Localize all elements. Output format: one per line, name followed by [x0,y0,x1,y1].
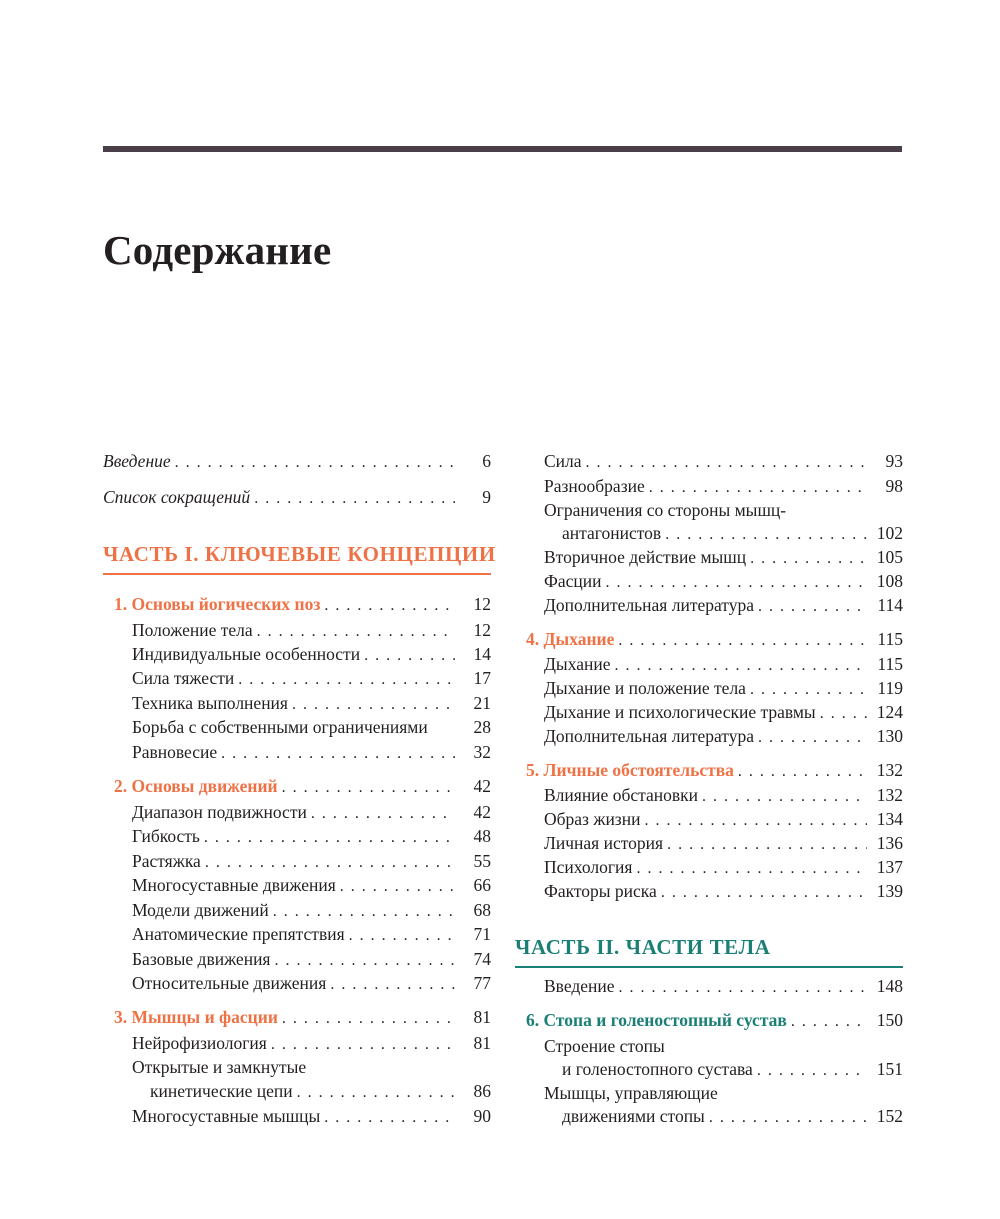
toc-entry-line2[interactable] [562,1056,903,1082]
toc-entry-page: 17 [473,668,491,688]
toc-entry-label: Введение [103,451,171,471]
dot-leader [787,1009,867,1035]
toc-entry-page: 136 [876,833,903,853]
toc-entry-line1[interactable] [132,1054,491,1080]
toc-entry[interactable] [132,1103,491,1129]
toc-entry-page: 48 [473,826,491,846]
toc-entry-label: Дыхание и психологические травмы [544,702,816,722]
toc-entry-page: 68 [473,900,491,920]
toc-entry-label: Сила [544,451,582,471]
toc-entry-label: Вторичное действие мышц [544,547,747,567]
toc-entry[interactable] [544,651,903,677]
toc-entry-label: Открытые и замкнутые [132,1057,307,1077]
toc-entry-page: 9 [482,487,491,507]
chapter-heading-3[interactable] [114,1004,491,1030]
toc-entry-label: Дополнительная литература [544,595,754,615]
part-heading-2[interactable]: ЧАСТЬ II. ЧАСТИ ТЕЛА [515,932,903,968]
toc-entry[interactable] [132,665,491,691]
toc-entry-label: Список сокращений [103,487,251,507]
toc-entry-label: Растяжка [132,851,201,871]
chapter-title: 2. Основы движений [114,776,278,796]
toc-entry-page: 93 [885,451,903,471]
toc-entry[interactable] [132,739,491,765]
toc-entry-page: 139 [876,881,903,901]
toc-entry-label: Гибкость [132,826,200,846]
toc-entry[interactable] [132,946,491,972]
toc-entry-page: 6 [482,451,491,471]
toc-entry[interactable] [132,823,491,849]
toc-entry[interactable] [544,699,903,725]
toc-entry[interactable] [132,921,491,947]
page-title: Содержание [103,227,332,273]
toc-entry-page: 21 [473,693,491,713]
toc-entry[interactable] [132,970,491,996]
toc-entry-page: 108 [876,571,903,591]
toc-entry-page: 55 [473,851,491,871]
chapter-heading-1[interactable] [114,591,491,617]
toc-entry-page: 119 [877,678,903,698]
toc-entry-page: 71 [473,924,491,944]
chapter-page: 81 [473,1007,491,1027]
dot-leader [278,1006,455,1032]
toc-entry-label: Психология [544,857,633,877]
toc-entry[interactable] [132,848,491,874]
toc-entry[interactable] [132,617,491,643]
toc-entry-label: Многосуставные мышцы [132,1106,321,1126]
toc-entry-label: Разнообразие [544,476,645,496]
toc-entry-intro[interactable] [103,448,491,474]
chapter-title: 5. Личные обстоятельства [526,760,734,780]
toc-entry-label: Ограничения со стороны мышц- [544,500,787,520]
toc-entry-label: Нейрофизиология [132,1033,267,1053]
toc-entry-page: 132 [876,785,903,805]
toc-entry-page: 130 [876,726,903,746]
toc-entry-label: Модели движений [132,900,269,920]
dot-leader [615,975,867,1001]
toc-entry-abbreviations[interactable] [103,484,491,510]
toc-entry-label: и голеностопного сустава [562,1059,753,1079]
toc-entry-page: 42 [473,802,491,822]
chapter-page: 150 [876,1010,903,1030]
dot-leader [754,725,867,751]
toc-entry[interactable] [544,854,903,880]
toc-entry-label: Мышцы, управляющие [544,1083,718,1103]
toc-entry-page: 74 [473,949,491,969]
toc-entry-page: 105 [876,547,903,567]
toc-entry[interactable] [132,799,491,825]
toc-entry[interactable] [544,878,903,904]
dot-leader [326,972,455,998]
toc-entry-line2[interactable] [562,520,903,546]
chapter-title: 4. Дыхание [526,629,615,649]
chapter-page: 132 [876,760,903,780]
toc-entry-line2[interactable] [562,1103,903,1129]
dot-leader [171,450,455,476]
toc-entry-label: Борьба с собственными ограничениями [132,717,428,737]
chapter-page: 42 [473,776,491,796]
toc-entry-label: Дыхание и положение тела [544,678,746,698]
toc-entry-page: 90 [473,1106,491,1126]
toc-entry-label: Образ жизни [544,809,641,829]
part-heading-1[interactable]: ЧАСТЬ I. КЛЮЧЕВЫЕ КОНЦЕПЦИИ [103,539,491,575]
toc-entry-label: Факторы риска [544,881,657,901]
toc-entry-label: антагонистов [562,523,662,543]
toc-entry-label: Диапазон подвижности [132,802,307,822]
toc-entry-label: Индивидуальные особенности [132,644,361,664]
toc-entry-label: Базовые движения [132,949,271,969]
dot-leader [217,741,455,767]
toc-entry-page: 32 [473,742,491,762]
toc-entry[interactable] [544,448,903,474]
dot-leader [705,1105,867,1131]
dot-leader [278,775,455,801]
dot-leader [320,593,455,619]
toc-entry-part2-intro[interactable] [544,973,903,999]
chapter-heading-5[interactable] [526,757,903,783]
toc-entry[interactable] [544,568,903,594]
toc-entry-page: 77 [473,973,491,993]
toc-entry-page: 148 [876,976,903,996]
toc-entry-page: 137 [876,857,903,877]
toc-entry-label: Равновесие [132,742,218,762]
chapter-title: 1. Основы йогических поз [114,594,321,614]
toc-entry-label: Фасции [544,571,602,591]
toc-entry-page: 81 [473,1033,491,1053]
toc-entry-label: Дополнительная литература [544,726,754,746]
toc-entry-page: 14 [473,644,491,664]
chapter-heading-6[interactable] [526,1007,903,1033]
toc-entry-page: 12 [473,620,491,640]
toc-entry-page: 28 [473,717,491,737]
toc-entry-label: Влияние обстановки [544,785,698,805]
toc-entry[interactable] [544,830,903,856]
toc-entry-page: 66 [473,875,491,895]
toc-entry-label: Дыхание [544,654,611,674]
toc-entry[interactable] [132,641,491,667]
toc-entry[interactable] [544,723,903,749]
toc-entry-line2[interactable] [150,1078,491,1104]
dot-leader [754,594,867,620]
toc-entry-page: 98 [885,476,903,496]
toc-entry-label: движениями стопы [562,1106,705,1126]
toc-entry[interactable] [544,782,903,808]
toc-entry[interactable] [544,544,903,570]
toc-entry-label: Многосуставные движения [132,875,336,895]
toc-entry-page: 115 [877,654,903,674]
toc-entry[interactable] [132,690,491,716]
toc-entry-page: 102 [876,523,903,543]
dot-leader [657,880,867,906]
toc-entry-label: Сила тяжести [132,668,235,688]
toc-entry-label: Личная история [544,833,664,853]
chapter-page: 115 [877,629,903,649]
toc-entry-page: 114 [877,595,903,615]
toc-entry[interactable] [132,1030,491,1056]
toc-entry[interactable] [544,806,903,832]
toc-entry-page: 134 [876,809,903,829]
toc-entry-page: 152 [876,1106,903,1126]
toc-entry[interactable] [132,897,491,923]
toc-entry-label: Строение стопы [544,1036,665,1056]
dot-leader [320,1105,455,1131]
chapter-heading-2[interactable] [114,773,491,799]
toc-entry[interactable] [544,675,903,701]
toc-entry-label: Анатомические препятствия [132,924,345,944]
toc-entry[interactable] [132,714,491,740]
toc-entry-page: 124 [876,702,903,722]
top-rule [103,146,902,152]
toc-entry-label: Положение тела [132,620,253,640]
chapter-title: 3. Мышцы и фасции [114,1007,278,1027]
dot-leader [250,486,455,512]
chapter-heading-4[interactable] [526,626,903,652]
chapter-page: 12 [473,594,491,614]
toc-entry[interactable] [544,473,903,499]
toc-entry[interactable] [544,592,903,618]
toc-entry-page: 86 [473,1081,491,1101]
toc-entry[interactable] [132,872,491,898]
toc-entry-label: Введение [544,976,615,996]
toc-entry-label: Техника выполнения [132,693,288,713]
toc-entry-label: Относительные движения [132,973,327,993]
toc-entry-page: 151 [876,1059,903,1079]
toc-entry-label: кинетические цепи [150,1081,293,1101]
chapter-title: 6. Стопа и голеностопный сустав [526,1010,787,1030]
